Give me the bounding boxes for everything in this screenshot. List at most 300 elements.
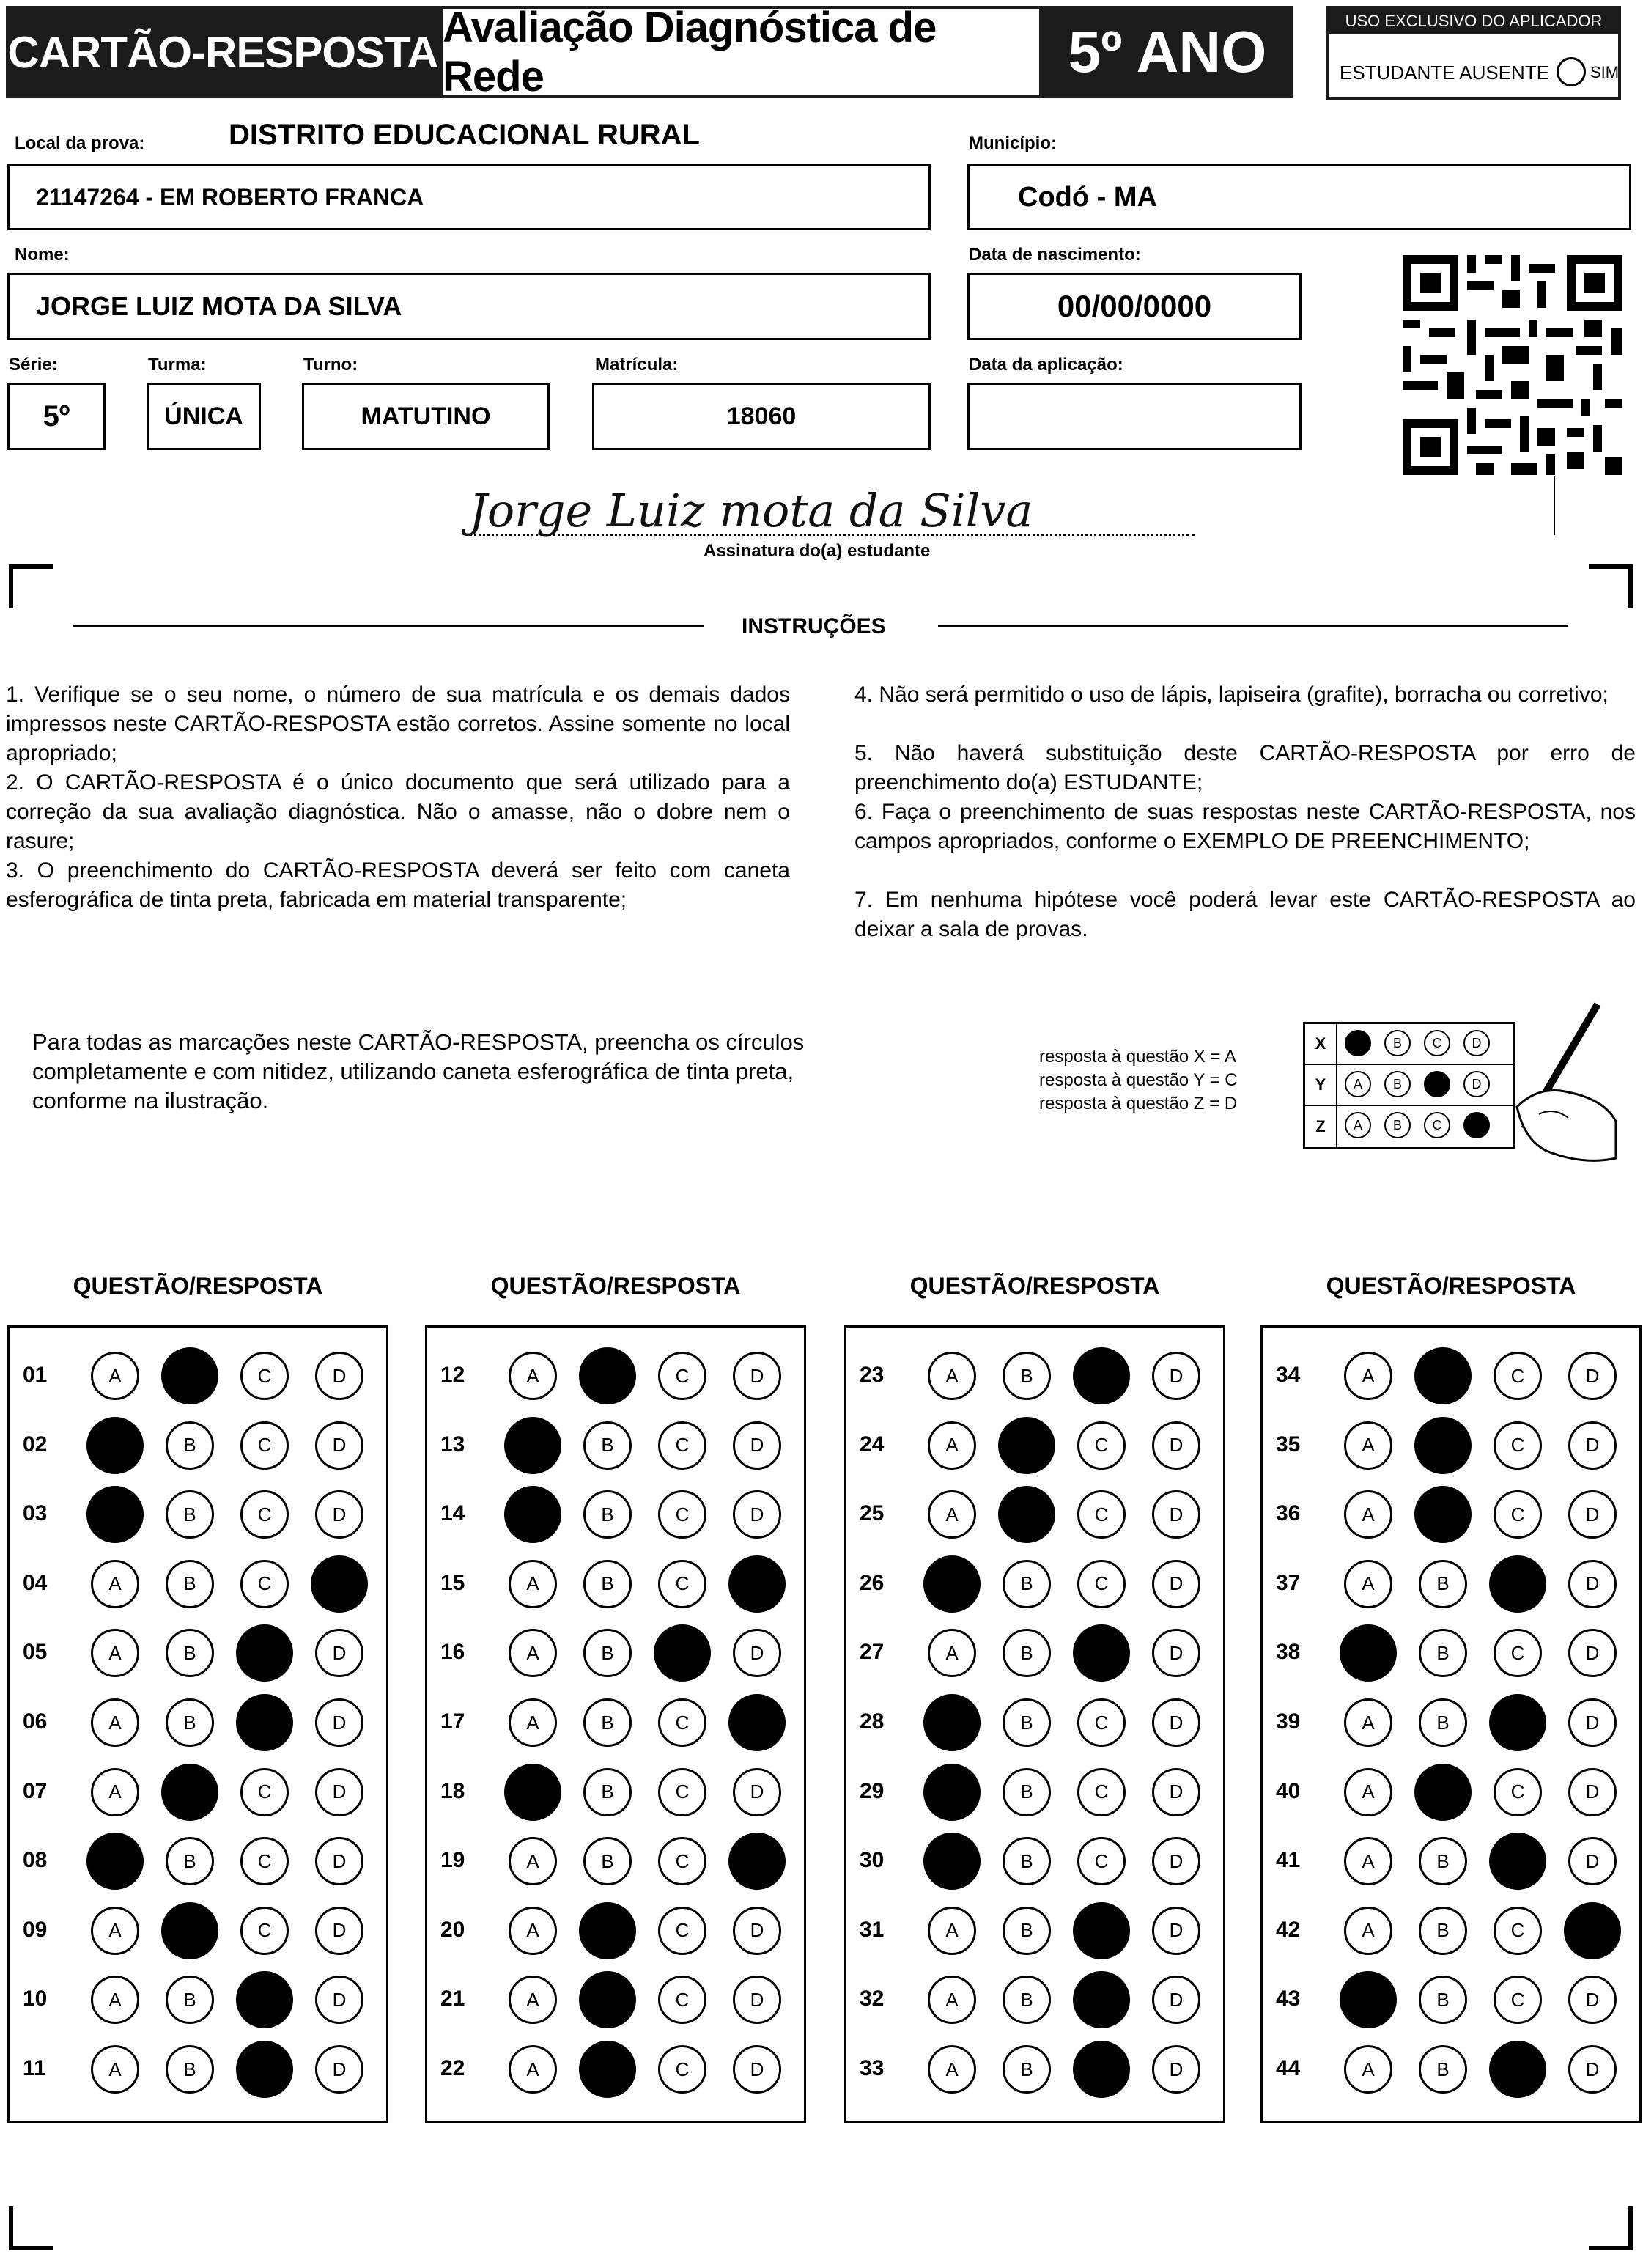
answer-bubble-d[interactable]: D [315,1837,363,1885]
fill-instructions: Para todas as marcações neste CARTÃO-RESPOSTA, preencha os círculos completamente e com nitidez, utilizando caneta esferográfica de tinta preta, conforme na ilustração. [32,1029,805,1113]
answer-bubble-a[interactable]: A [509,1698,557,1747]
answer-bubble-b[interactable]: B [1003,1352,1051,1400]
shift-value: MATUTINO [361,402,491,430]
instruction-item-6: 6. Faça o preenchimento de suas respostas neste CARTÃO-RESPOSTA, nos campos apropriados, conforme o EXEMPLO DE PREENCHIMENTO; [854,800,1636,853]
question-number: 41 [1276,1848,1301,1873]
question-number: 01 [23,1363,48,1387]
answer-bubble-d[interactable]: D [733,1976,781,2024]
answer-bubble-b[interactable]: B [583,1560,632,1608]
birth-label: Data de nascimento: [969,245,1141,265]
answer-bubble-a[interactable]: A [928,1421,976,1470]
answer-bubble-a[interactable]: A [91,1907,139,1955]
question-number: 24 [860,1432,885,1457]
answer-bubble-c[interactable]: C [658,1768,706,1816]
answer-bubble-d[interactable]: D [1568,1698,1617,1747]
answer-bubble-a[interactable]: A [509,1837,557,1885]
applicator-box [1326,6,1621,100]
answer-bubble-d[interactable]: D [315,2045,363,2094]
enrollment-field [592,383,931,450]
example-bubble-a: A [1345,1071,1371,1097]
answer-bubble-c[interactable]: C [240,1560,289,1608]
example-question-label: Z [1305,1106,1337,1147]
answer-bubble-c[interactable]: C [658,1837,706,1885]
question-number: 44 [1276,2056,1301,2080]
answer-bubble-c[interactable]: C [658,1352,706,1400]
instructions-rule-right [938,625,1568,627]
question-number: 12 [440,1363,465,1387]
example-question-label: Y [1305,1065,1337,1105]
answer-column-3 [844,1325,1225,2123]
answer-bubble-c[interactable]: C [658,2045,706,2094]
signature-line [469,534,1195,536]
answer-bubble-c[interactable] [1073,1347,1130,1404]
answer-bubble-b[interactable]: B [1419,1907,1467,1955]
answer-bubble-c[interactable] [1489,1555,1546,1613]
question-number: 26 [860,1570,885,1595]
instruction-item-3: 3. O preenchimento do CARTÃO-RESPOSTA deverá ser feito com caneta esferográfica de tinta preta, fabricada em material transparente; [6,858,790,912]
answer-bubble-a[interactable]: A [1344,1352,1392,1400]
answer-bubble-b[interactable]: B [583,1490,632,1539]
answer-bubble-d[interactable]: D [733,1629,781,1677]
instruction-item-5: 5. Não haverá substituição deste CARTÃO-RESPOSTA por erro de preenchimento do(a) ESTUDANTE; [854,741,1636,795]
answer-bubble-a[interactable]: A [509,1907,557,1955]
answer-bubble-a[interactable] [86,1833,144,1890]
answer-bubble-d[interactable] [311,1555,368,1613]
answer-bubble-c[interactable]: C [1494,1976,1542,2024]
answer-bubble-d[interactable] [728,1694,786,1751]
answer-bubble-c[interactable]: C [1494,1907,1542,1955]
answer-bubble-a[interactable] [504,1417,561,1474]
answer-bubble-d[interactable] [728,1833,786,1890]
city-value: Codó - MA [1018,181,1157,213]
answer-bubble-b[interactable] [161,1902,218,1959]
answer-bubble-a[interactable]: A [91,2045,139,2094]
example-row [1305,1106,1513,1147]
question-number: 14 [440,1501,465,1526]
answer-bubble-a[interactable] [504,1486,561,1543]
answer-bubble-c[interactable] [236,2041,293,2098]
answer-bubble-a[interactable] [923,1555,981,1613]
answer-bubble-d[interactable]: D [315,1976,363,2024]
answer-column-4 [1260,1325,1642,2123]
answer-bubble-d[interactable]: D [1152,1907,1200,1955]
answer-bubble-c[interactable]: C [240,1490,289,1539]
enrollment-label: Matrícula: [595,355,679,375]
answer-bubble-a[interactable] [86,1486,144,1543]
answer-bubble-c[interactable]: C [240,1837,289,1885]
question-number: 03 [23,1501,48,1526]
answer-bubble-d[interactable]: D [1152,1698,1200,1747]
answer-bubble-c[interactable]: C [658,1907,706,1955]
answer-bubble-c[interactable] [1073,1902,1130,1959]
example-bubble-c [1424,1071,1450,1097]
question-number: 33 [860,2056,885,2080]
answer-bubble-c[interactable]: C [1077,1768,1126,1816]
answer-bubble-c[interactable]: C [240,1352,289,1400]
question-number: 17 [440,1709,465,1734]
instructions-rule-left [73,625,704,627]
example-bubble-c: C [1424,1030,1450,1056]
absent-yes-label: SIM [1590,63,1620,81]
answer-bubble-c[interactable]: C [658,1490,706,1539]
card-title: CARTÃO-RESPOSTA [6,6,440,98]
answer-bubble-a[interactable]: A [91,1768,139,1816]
answer-bubble-c[interactable]: C [658,1976,706,2024]
district-name: DISTRITO EDUCACIONAL RURAL [229,119,700,151]
answer-bubble-a[interactable]: A [1344,1837,1392,1885]
answer-bubble-b[interactable] [579,1971,636,2028]
answer-bubble-a[interactable] [504,1764,561,1821]
question-number: 09 [23,1917,48,1942]
answer-bubble-d[interactable]: D [315,1698,363,1747]
series-label: Série: [9,355,58,375]
question-number: 11 [23,2056,46,2080]
answer-bubble-a[interactable] [923,1764,981,1821]
answer-bubble-a[interactable]: A [928,1976,976,2024]
answer-bubble-d[interactable]: D [1568,1976,1617,2024]
answer-bubble-c[interactable] [236,1624,293,1682]
instruction-item-2: 2. O CARTÃO-RESPOSTA é o único documento que será utilizado para a correção da sua avaliação diagnóstica. Não o amasse, não o dobre nem o rasure; [6,770,790,853]
question-number: 29 [860,1778,885,1803]
answer-bubble-d[interactable]: D [1568,1421,1617,1470]
answer-bubble-b[interactable]: B [1003,1976,1051,2024]
question-number: 16 [440,1640,465,1665]
cut-mark [1554,476,1555,535]
answer-bubble-b[interactable] [579,1347,636,1404]
answer-bubble-d[interactable]: D [1152,1629,1200,1677]
answer-bubble-c[interactable]: C [1077,1837,1126,1885]
question-number: 07 [23,1778,48,1803]
answer-bubble-c[interactable]: C [240,1421,289,1470]
answer-bubble-d[interactable]: D [1152,1490,1200,1539]
answer-bubble-a[interactable]: A [928,1907,976,1955]
answer-bubble-c[interactable]: C [1077,1560,1126,1608]
answer-bubble-b[interactable]: B [1003,1768,1051,1816]
answer-bubble-b[interactable]: B [1419,1976,1467,2024]
answer-bubble-b[interactable]: B [166,1421,214,1470]
answer-bubble-a[interactable]: A [928,1490,976,1539]
answer-bubble-a[interactable]: A [1344,1907,1392,1955]
answer-bubble-d[interactable]: D [1152,1421,1200,1470]
question-number: 27 [860,1640,885,1665]
name-label: Nome: [15,245,70,265]
series-value: 5º [43,400,70,432]
question-number: 15 [440,1570,465,1595]
answer-bubble-b[interactable]: B [1419,1837,1467,1885]
answer-bubble-c[interactable] [1073,1624,1130,1682]
answer-bubble-d[interactable]: D [733,1907,781,1955]
example-bubble-b: B [1384,1030,1411,1056]
answer-bubble-b[interactable]: B [166,1976,214,2024]
answer-bubble-b[interactable]: B [166,1490,214,1539]
answer-bubble-b[interactable]: B [1003,1907,1051,1955]
answer-bubble-d[interactable]: D [1152,1352,1200,1400]
answer-bubble-d[interactable]: D [1568,2045,1617,2094]
birth-value: 00/00/0000 [1057,289,1212,323]
example-bubble-b: B [1384,1112,1411,1138]
answer-bubble-c[interactable] [654,1624,711,1682]
answer-bubble-b[interactable]: B [583,1629,632,1677]
question-number: 20 [440,1917,465,1942]
example-bubble-c: C [1424,1112,1450,1138]
question-number: 18 [440,1778,465,1803]
question-number: 05 [23,1640,48,1665]
school-field [7,164,931,230]
question-number: 19 [440,1848,465,1873]
answer-bubble-c[interactable]: C [658,1421,706,1470]
column-title: QUESTÃO/RESPOSTA [73,1273,323,1299]
answer-bubble-c[interactable]: C [1077,1698,1126,1747]
local-label: Local da prova: [15,133,145,153]
answer-bubble-d[interactable]: D [1568,1837,1617,1885]
answer-bubble-c[interactable]: C [1494,1490,1542,1539]
question-number: 30 [860,1848,885,1873]
answer-bubble-a[interactable]: A [91,1560,139,1608]
answer-bubble-b[interactable]: B [166,1837,214,1885]
instructions-title: INSTRUÇÕES [742,614,886,638]
name-value: JORGE LUIZ MOTA DA SILVA [36,291,402,321]
answer-bubble-a[interactable]: A [928,1629,976,1677]
assessment-title: Avaliação Diagnóstica de Rede [440,6,1042,98]
corner-mark-bottom-right [1589,2206,1633,2250]
answer-bubble-b[interactable]: B [1003,1629,1051,1677]
answer-bubble-c[interactable] [236,1694,293,1751]
answer-bubble-a[interactable]: A [928,1352,976,1400]
hand-pen-icon [1495,997,1620,1166]
answer-bubble-d[interactable]: D [315,1907,363,1955]
answer-bubble-d[interactable]: D [1568,1768,1617,1816]
answer-bubble-a[interactable]: A [1344,1560,1392,1608]
answer-bubble-b[interactable] [1414,1486,1472,1543]
answer-bubble-c[interactable]: C [1494,1352,1542,1400]
answer-bubble-b[interactable]: B [583,1421,632,1470]
answer-bubble-d[interactable]: D [733,1768,781,1816]
answer-bubble-b[interactable] [998,1417,1055,1474]
answer-bubble-b[interactable] [1414,1417,1472,1474]
answer-bubble-a[interactable] [1340,1971,1397,2028]
answer-bubble-d[interactable]: D [315,1421,363,1470]
answer-bubble-d[interactable]: D [1152,2045,1200,2094]
name-field [7,273,931,340]
answer-bubble-b[interactable]: B [583,1837,632,1885]
answer-bubble-a[interactable]: A [1344,2045,1392,2094]
corner-mark-top-left [9,564,53,608]
school-value: 21147264 - EM ROBERTO FRANCA [36,183,424,210]
answer-bubble-c[interactable]: C [1077,1490,1126,1539]
answer-bubble-c[interactable]: C [1077,1421,1126,1470]
question-number: 28 [860,1709,885,1734]
example-bubble-b: B [1384,1071,1411,1097]
answer-bubble-c[interactable]: C [1494,1421,1542,1470]
question-number: 39 [1276,1709,1301,1734]
question-number: 04 [23,1570,48,1595]
question-number: 34 [1276,1363,1301,1387]
question-number: 42 [1276,1917,1301,1942]
answer-bubble-d[interactable]: D [315,1490,363,1539]
answer-bubble-c[interactable] [1073,1971,1130,2028]
answer-bubble-a[interactable]: A [91,1352,139,1400]
question-number: 08 [23,1848,48,1873]
answer-bubble-a[interactable]: A [509,1352,557,1400]
answer-bubble-d[interactable]: D [733,1352,781,1400]
applicator-title: USO EXCLUSIVO DO APLICADOR [1329,9,1618,34]
example-bubble-a: A [1345,1112,1371,1138]
answer-bubble-b[interactable]: B [1419,1629,1467,1677]
answer-bubble-d[interactable]: D [1568,1352,1617,1400]
corner-mark-top-right [1589,564,1633,608]
answer-bubble-a[interactable]: A [91,1629,139,1677]
answer-column-2 [425,1325,806,2123]
answer-bubble-b[interactable] [579,1902,636,1959]
answer-bubble-b[interactable]: B [1003,1698,1051,1747]
birth-field [967,273,1302,340]
answer-bubble-d[interactable]: D [1568,1560,1617,1608]
signature-caption: Assinatura do(a) estudante [704,541,931,561]
answer-bubble-a[interactable]: A [509,1560,557,1608]
shift-label: Turno: [303,355,358,375]
answer-bubble-a[interactable]: A [928,2045,976,2094]
answer-bubble-d[interactable]: D [315,1768,363,1816]
answer-bubble-d[interactable]: D [1152,1976,1200,2024]
answer-bubble-b[interactable]: B [583,1698,632,1747]
answer-bubble-a[interactable]: A [1344,1698,1392,1747]
example-row [1305,1065,1513,1106]
question-number: 25 [860,1501,885,1526]
answer-bubble-b[interactable]: B [166,1629,214,1677]
answer-bubble-d[interactable] [728,1555,786,1613]
answer-bubble-b[interactable]: B [1419,2045,1467,2094]
instruction-item-1: 1. Verifique se o seu nome, o número de sua matrícula e os demais dados impressos neste CARTÃO-RESPOSTA estão corretos. Assine somente no local apropriado; [6,682,790,765]
shift-field [302,383,550,450]
answer-bubble-d[interactable]: D [1568,1629,1617,1677]
answer-bubble-a[interactable] [923,1833,981,1890]
answer-bubble-d[interactable] [1564,1902,1621,1959]
answer-column-1 [7,1325,388,2123]
answer-bubble-d[interactable]: D [315,1352,363,1400]
answer-bubble-a[interactable]: A [1344,1768,1392,1816]
answer-bubble-d[interactable]: D [733,2045,781,2094]
question-number: 38 [1276,1640,1301,1665]
series-field [7,383,106,450]
question-number: 32 [860,1987,885,2011]
grade-title: 5º ANO [1042,6,1293,98]
question-number: 31 [860,1917,885,1942]
class-label: Turma: [148,355,207,375]
answer-bubble-d[interactable]: D [315,1629,363,1677]
answer-bubble-a[interactable]: A [509,1976,557,2024]
answer-bubble-d[interactable]: D [1568,1490,1617,1539]
example-legend-x: resposta à questão X = A [1039,1047,1236,1067]
answer-bubble-b[interactable]: B [1419,1560,1467,1608]
example-bubble-d [1463,1112,1490,1138]
answer-bubble-b[interactable]: B [166,2045,214,2094]
application-date-label: Data da aplicação: [969,355,1123,375]
answer-bubble-c[interactable] [1489,1694,1546,1751]
question-number: 40 [1276,1778,1301,1803]
city-label: Município: [969,133,1057,153]
answer-bubble-d[interactable]: D [733,1421,781,1470]
question-number: 43 [1276,1987,1301,2011]
example-legend-y: resposta à questão Y = C [1039,1070,1238,1090]
answer-bubble-a[interactable]: A [91,1698,139,1747]
question-number: 13 [440,1432,465,1457]
answer-bubble-d[interactable]: D [1152,1768,1200,1816]
answer-bubble-a[interactable] [923,1694,981,1751]
answer-bubble-d[interactable]: D [733,1490,781,1539]
answer-bubble-d[interactable]: D [1152,1560,1200,1608]
corner-mark-bottom-left [9,2206,53,2250]
absent-bubble[interactable] [1557,57,1586,86]
answer-bubble-b[interactable]: B [166,1560,214,1608]
answer-bubble-a[interactable]: A [91,1976,139,2024]
question-number: 10 [23,1987,48,2011]
answer-bubble-c[interactable] [1489,1833,1546,1890]
question-number: 21 [440,1987,465,2011]
answer-bubble-b[interactable]: B [166,1698,214,1747]
answer-bubble-b[interactable] [161,1764,218,1821]
answer-bubble-a[interactable]: A [509,1629,557,1677]
answer-bubble-b[interactable] [1414,1347,1472,1404]
answer-bubble-a[interactable] [1340,1624,1397,1682]
answer-bubble-b[interactable] [1414,1764,1472,1821]
answer-bubble-c[interactable]: C [1494,1768,1542,1816]
answer-bubble-b[interactable]: B [1003,2045,1051,2094]
answer-bubble-a[interactable]: A [1344,1421,1392,1470]
answer-bubble-b[interactable] [998,1486,1055,1543]
answer-bubble-b[interactable]: B [1419,1698,1467,1747]
answer-bubble-b[interactable] [161,1347,218,1404]
answer-bubble-d[interactable]: D [1152,1837,1200,1885]
answer-bubble-c[interactable] [1073,2041,1130,2098]
question-number: 23 [860,1363,885,1387]
question-number: 37 [1276,1570,1301,1595]
question-number: 22 [440,2056,465,2080]
answer-bubble-a[interactable]: A [509,2045,557,2094]
column-title: QUESTÃO/RESPOSTA [909,1273,1160,1299]
question-number: 35 [1276,1432,1301,1457]
city-field [967,164,1631,230]
answer-bubble-a[interactable] [86,1417,144,1474]
answer-bubble-c[interactable]: C [240,1907,289,1955]
application-date-field [967,383,1302,450]
answer-bubble-c[interactable] [236,1971,293,2028]
answer-bubble-c[interactable] [1489,2041,1546,2098]
answer-bubble-c[interactable]: C [240,1768,289,1816]
qr-code [1397,249,1628,481]
column-title: QUESTÃO/RESPOSTA [490,1273,741,1299]
column-title: QUESTÃO/RESPOSTA [1326,1273,1576,1299]
answer-bubble-b[interactable] [579,2041,636,2098]
example-bubble-d: D [1463,1030,1490,1056]
instruction-item-4: 4. Não será permitido o uso de lápis, lapiseira (grafite), borracha ou corretivo; [854,682,1609,707]
instruction-item-7: 7. Em nenhuma hipótese você poderá levar este CARTÃO-RESPOSTA ao deixar a sala de provas. [854,888,1636,941]
absent-label: ESTUDANTE AUSENTE [1340,62,1550,84]
answer-bubble-a[interactable]: A [1344,1490,1392,1539]
student-signature: Jorge Luiz mota da Silva [469,484,1033,537]
answer-bubble-b[interactable]: B [583,1768,632,1816]
answer-bubble-c[interactable]: C [658,1698,706,1747]
answer-bubble-c[interactable]: C [1494,1629,1542,1677]
question-number: 06 [23,1709,48,1734]
answer-bubble-b[interactable]: B [1003,1837,1051,1885]
answer-bubble-b[interactable]: B [1003,1560,1051,1608]
answer-bubble-c[interactable]: C [658,1560,706,1608]
example-bubble-d: D [1463,1071,1490,1097]
example-row [1305,1024,1513,1065]
question-number: 36 [1276,1501,1301,1526]
example-grid [1303,1022,1515,1149]
question-number: 02 [23,1432,48,1457]
